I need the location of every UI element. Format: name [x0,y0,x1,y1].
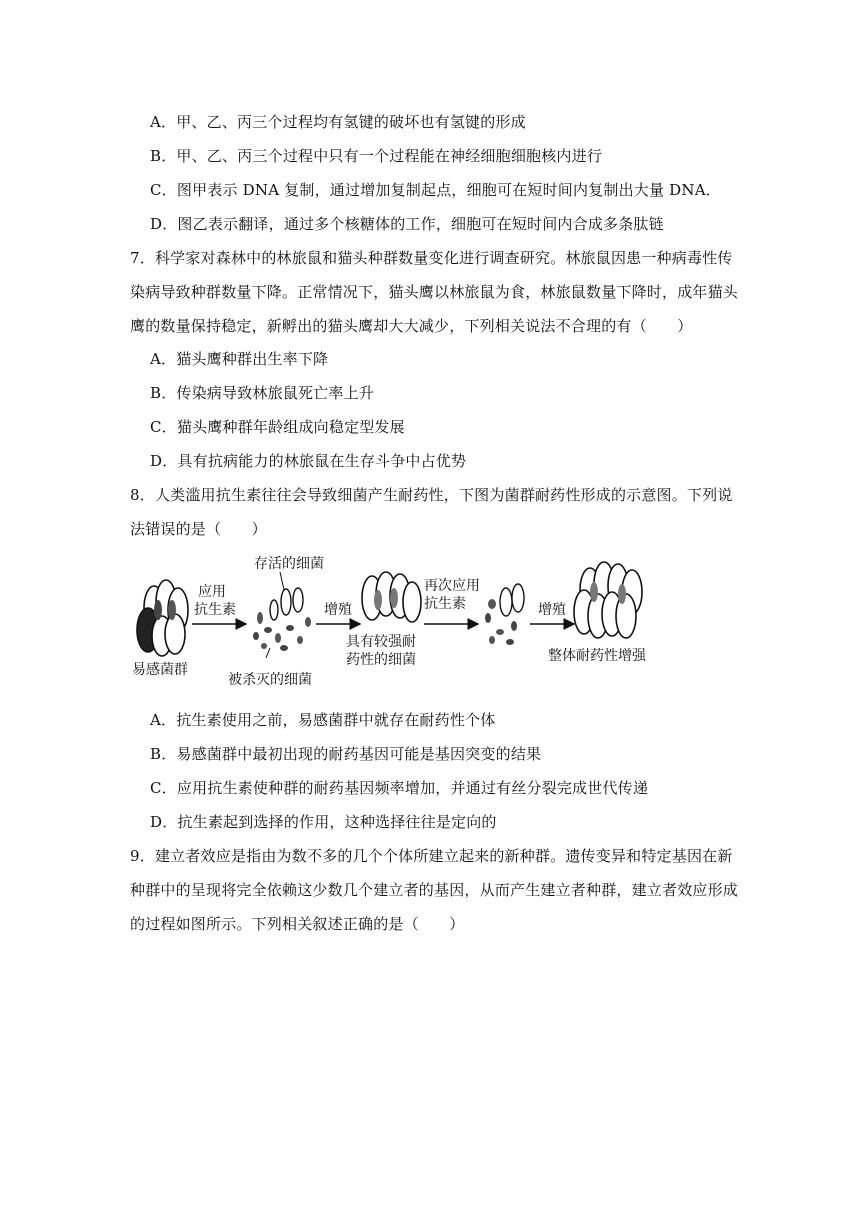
label-overall-resistance: 整体耐药性增强 [548,648,646,664]
q7-stem-line-1: 7．科学家对森林中的林旅鼠和猫头种群数量变化进行调查研究。林旅鼠因患一种病毒性传 [130,249,733,267]
label-proliferate-1: 增殖 [324,602,352,618]
label-survived: 存活的细菌 [254,556,324,572]
label-apply-line2: 抗生素 [194,602,236,618]
q6-option-b: B．甲、乙、丙三个过程中只有一个过程能在神经细胞细胞核内进行 [150,147,603,165]
resistant-bacteria-cluster [362,572,421,622]
q8-option-b: B．易感菌群中最初出现的耐药基因可能是基因突变的结果 [150,745,542,763]
label-killed: 被杀灭的细菌 [228,672,312,688]
q9-stem-line-3: 的过程如图所示。下列相关叙述正确的是（ ） [130,915,465,933]
q8-option-c: C．应用抗生素使种群的耐药基因频率增加，并通过有丝分裂完成世代传递 [150,779,649,797]
q6-option-d: D．图乙表示翻译，通过多个核糖体的工作，细胞可在短时间内合成多条肽链 [150,215,664,233]
q8-stem-line-2: 法错误的是（ ） [130,520,267,538]
q7-stem-line-2: 染病导致种群数量下降。正常情况下，猫头鹰以林旅鼠为食，林旅鼠数量下降时，成年猫头 [130,283,739,301]
q7-option-b: B．传染病导致林旅鼠死亡率上升 [150,384,375,402]
label-resistant-line2: 药性的细菌 [346,652,416,668]
q9-stem-line-2: 种群中的呈现将完全依赖这少数几个建立者的基因，从而产生建立者种群，建立者效应形成 [130,881,739,899]
q9-stem-line-1: 9．建立者效应是指由为数不多的几个个体所建立起来的新种群。遗传变异和特定基因在新 [130,847,733,865]
label-reapply-line1: 再次应用 [424,578,480,594]
q7-option-d: D．具有抗病能力的林旅鼠在生存斗争中占优势 [150,452,467,470]
label-reapply-line2: 抗生素 [424,596,466,612]
q7-option-a: A．猫头鹰种群出生率下降 [150,350,329,368]
q7-stem-line-3: 鹰的数量保持稳定，新孵出的猫头鹰却大大减少，下列相关说法不合理的有（ ） [130,317,693,335]
label-resistant-line1: 具有较强耐 [346,634,416,650]
q8-stem-line-1: 8．人类滥用抗生素往往会导致细菌产生耐药性，下图为菌群耐药性形成的示意图。下列说 [130,486,733,504]
q6-option-a: A．甲、乙、丙三个过程均有氢键的破坏也有氢键的形成 [150,113,526,131]
label-susceptible: 易感菌群 [132,662,188,678]
q6-option-c: C．图甲表示 DNA 复制，通过增加复制起点，细胞可在短时间内复制出大量 DNA． [150,181,721,199]
susceptible-bacteria-cluster [137,580,188,656]
q8-option-a: A．抗生素使用之前，易感菌群中就存在耐药性个体 [150,711,496,729]
q7-option-c: C．猫头鹰种群年龄组成向稳定型发展 [150,418,405,436]
second-survivors-cluster [485,584,524,645]
label-proliferate-2: 增殖 [538,602,566,618]
label-apply-line1: 应用 [198,584,226,600]
survived-and-killed-bacteria [253,588,311,651]
resistant-population-cluster [574,562,642,638]
q8-option-d: D．抗生素起到选择的作用，这种选择往往是定向的 [150,813,497,831]
resistance-diagram [128,548,660,694]
